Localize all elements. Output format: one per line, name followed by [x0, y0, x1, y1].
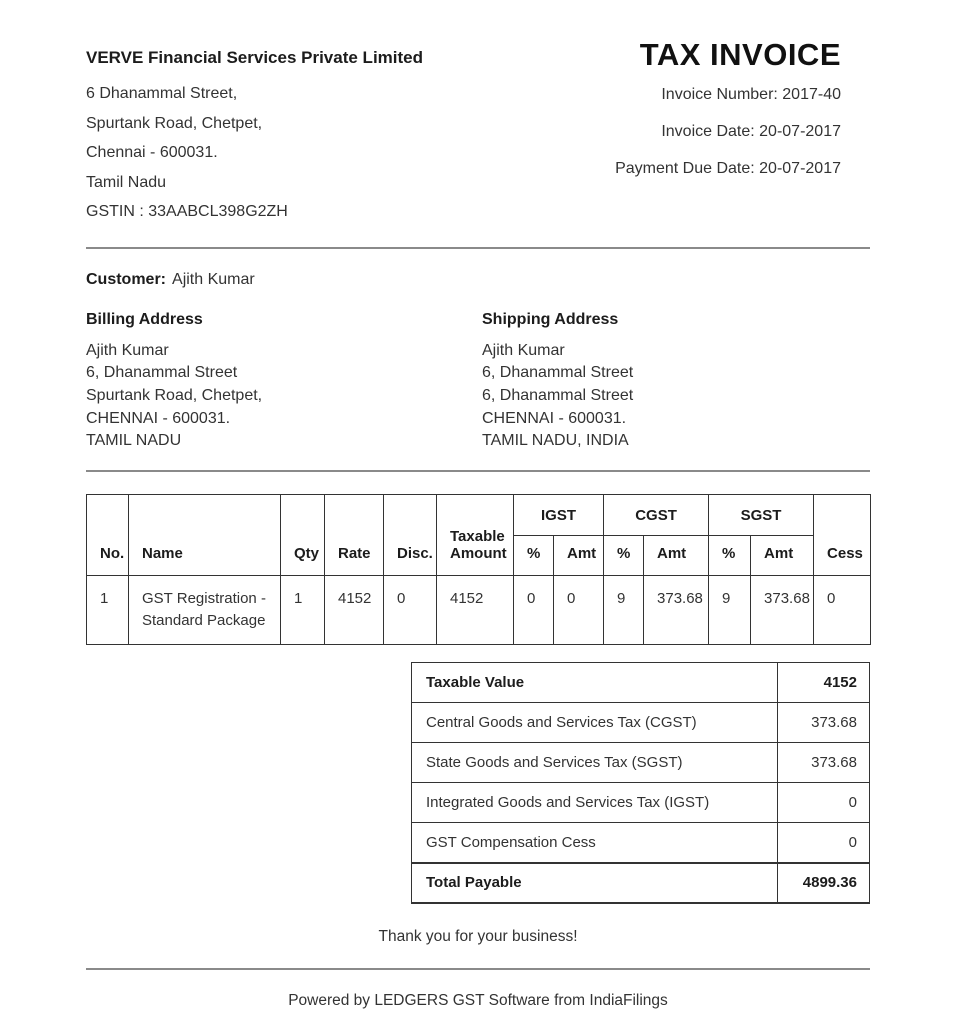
summary-row [412, 663, 870, 703]
col-header-cess: Cess [814, 495, 871, 576]
shipping-address-block [482, 309, 870, 454]
col-header-no: No. [87, 495, 129, 576]
shipping-address-line: Ajith Kumar [482, 341, 565, 359]
col-header-rate: Rate [325, 495, 384, 576]
invoice-number: Invoice Number: 2017-40 [661, 86, 841, 103]
seller-address-line: 6 Dhanammal Street, [86, 85, 238, 102]
col-header-cgst-percent: % [604, 536, 644, 576]
seller-address-line: Chennai - 600031. [86, 144, 218, 161]
col-group-cgst: CGST [604, 495, 709, 536]
divider [86, 470, 870, 472]
powered-by-note: Powered by LEDGERS GST Software from IndiaFilings [288, 991, 668, 1009]
divider [86, 968, 870, 970]
item-rate: 4152 [325, 576, 384, 645]
col-header-igst-percent: % [514, 536, 554, 576]
item-row [87, 576, 871, 645]
item-name-line: Standard Package [142, 612, 266, 630]
shipping-address-line: TAMIL NADU, INDIA [482, 432, 629, 450]
divider [86, 247, 870, 249]
seller-address-line: Spurtank Road, Chetpet, [86, 114, 263, 132]
col-header-sgst-percent: % [709, 536, 751, 576]
item-sgst-percent: 9 [709, 576, 751, 645]
item-cgst-amt: 373.68 [644, 576, 709, 645]
summary-table [411, 662, 870, 904]
invoice-title: TAX INVOICE [639, 37, 841, 72]
seller-address-line: Tamil Nadu [86, 173, 167, 191]
customer-label: Customer: [86, 270, 167, 288]
summary-row [412, 783, 870, 823]
thanks-note: Thank you for your business! [378, 927, 578, 945]
invoice-header [86, 36, 870, 227]
shipping-address-line: CHENNAI - 600031. [482, 409, 627, 427]
customer-line [86, 271, 870, 289]
invoice-meta-block [615, 36, 870, 184]
summary-row [412, 703, 870, 743]
billing-address-line: TAMIL NADU [86, 432, 182, 450]
item-taxable-amount: 4152 [437, 576, 514, 645]
seller-gstin: GSTIN : 33AABCL398G2ZH [86, 203, 288, 220]
item-qty: 1 [281, 576, 325, 645]
item-sgst-amt: 373.68 [751, 576, 814, 645]
customer-name: Ajith Kumar [172, 270, 255, 288]
col-header-cgst-amt: Amt [644, 536, 709, 576]
items-table [86, 494, 871, 645]
item-no: 1 [87, 576, 129, 645]
summary-value: 4152 [778, 663, 870, 703]
summary-value: 4899.36 [778, 863, 870, 903]
shipping-address-line: 6, Dhanammal Street [482, 364, 634, 382]
col-header-disc: Disc. [384, 495, 437, 576]
billing-address-line: Ajith Kumar [86, 341, 169, 359]
addresses-section [86, 309, 870, 454]
billing-address-line: CHENNAI - 600031. [86, 409, 231, 427]
item-cgst-percent: 9 [604, 576, 644, 645]
billing-address-block [86, 309, 482, 454]
col-header-qty: Qty [281, 495, 325, 576]
col-group-igst: IGST [514, 495, 604, 536]
billing-address-heading: Billing Address [86, 310, 203, 328]
item-name [129, 576, 281, 645]
payment-due-date: Payment Due Date: 20-07-2017 [615, 160, 841, 177]
summary-value: 373.68 [778, 703, 870, 743]
summary-row-total [412, 863, 870, 903]
item-disc: 0 [384, 576, 437, 645]
summary-value: 0 [778, 783, 870, 823]
billing-address-line: Spurtank Road, Chetpet, [86, 386, 263, 404]
col-group-sgst: SGST [709, 495, 814, 536]
col-header-taxable-amount: Taxable Amount [437, 495, 514, 576]
summary-label: Taxable Value [412, 663, 778, 703]
shipping-address-line: 6, Dhanammal Street [482, 386, 634, 404]
summary-value: 0 [778, 823, 870, 863]
item-cess: 0 [814, 576, 871, 645]
col-header-sgst-amt: Amt [751, 536, 814, 576]
summary-value: 373.68 [778, 743, 870, 783]
shipping-address-heading: Shipping Address [482, 310, 619, 328]
summary-label: Integrated Goods and Services Tax (IGST) [412, 783, 778, 823]
summary-row [412, 823, 870, 863]
item-name-line: GST Registration - [142, 590, 266, 608]
item-igst-percent: 0 [514, 576, 554, 645]
summary-label: Total Payable [412, 863, 778, 903]
item-igst-amt: 0 [554, 576, 604, 645]
billing-address-line: 6, Dhanammal Street [86, 364, 238, 382]
col-header-name: Name [129, 495, 281, 576]
invoice-date: Invoice Date: 20-07-2017 [661, 123, 841, 140]
summary-label: Central Goods and Services Tax (CGST) [412, 703, 778, 743]
summary-label: GST Compensation Cess [412, 823, 778, 863]
seller-block [86, 36, 423, 227]
summary-row [412, 743, 870, 783]
col-header-igst-amt: Amt [554, 536, 604, 576]
summary-label: State Goods and Services Tax (SGST) [412, 743, 778, 783]
seller-name: VERVE Financial Services Private Limited [86, 48, 424, 67]
